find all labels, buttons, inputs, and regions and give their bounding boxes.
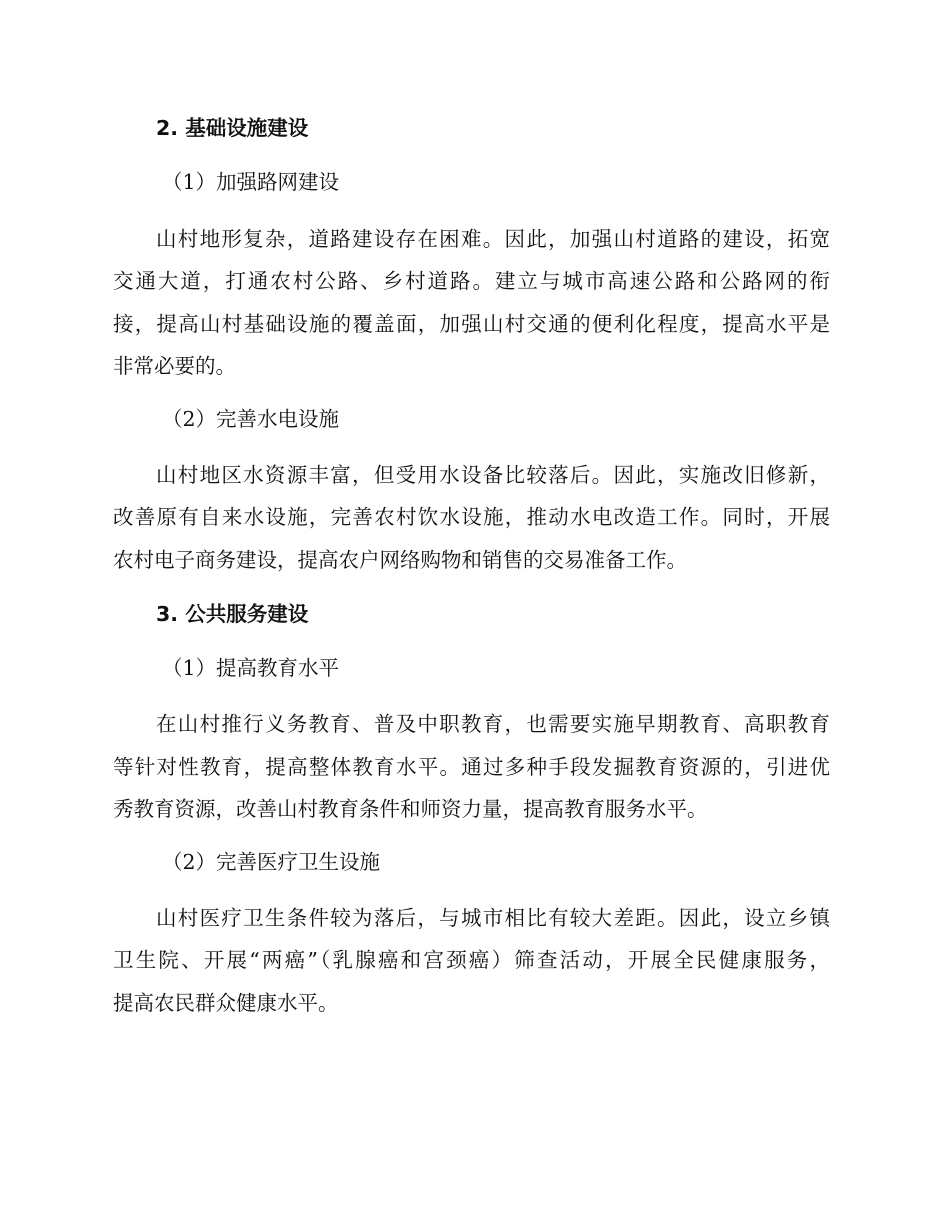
paragraph-line: 等针对性教育，提高整体教育水平。通过多种手段发掘教育资源的，引进优 bbox=[113, 755, 830, 779]
paragraph-line: 山村地形复杂，道路建设存在困难。因此，加强山村道路的建设，拓宽 bbox=[156, 227, 830, 251]
paragraph-line: 非常必要的。 bbox=[113, 354, 236, 378]
subheading-2-2: （2）完善水电设施 bbox=[162, 407, 340, 431]
subheading-2-1: （1）加强路网建设 bbox=[162, 170, 340, 194]
paragraph-line: 山村地区水资源丰富，但受用水设备比较落后。因此，实施改旧修新， bbox=[156, 463, 830, 487]
paragraph-line: 改善原有自来水设施，完善农村饮水设施，推动水电改造工作。同时，开展 bbox=[113, 505, 830, 529]
subheading-3-2: （2）完善医疗卫生设施 bbox=[162, 850, 381, 874]
paragraph-line: 秀教育资源，改善山村教育条件和师资力量，提高教育服务水平。 bbox=[113, 797, 708, 821]
section-heading-3: 3. 公共服务建设 bbox=[156, 602, 309, 626]
paragraph-line: 山村医疗卫生条件较为落后，与城市相比有较大差距。因此，设立乡镇 bbox=[156, 906, 830, 930]
subheading-3-1: （1）提高教育水平 bbox=[162, 656, 340, 680]
paragraph-line: 卫生院、开展“两癌”（乳腺癌和宫颈癌）筛查活动，开展全民健康服务， bbox=[113, 948, 830, 972]
paragraph-line: 提高农民群众健康水平。 bbox=[113, 991, 339, 1015]
section-heading-2: 2. 基础设施建设 bbox=[156, 116, 309, 140]
paragraph-line: 接，提高山村基础设施的覆盖面，加强山村交通的便利化程度，提高水平是 bbox=[113, 312, 830, 336]
paragraph-line: 交通大道，打通农村公路、乡村道路。建立与城市高速公路和公路网的衔 bbox=[113, 269, 830, 293]
paragraph-line: 农村电子商务建设，提高农户网络购物和销售的交易准备工作。 bbox=[113, 548, 687, 572]
paragraph-line: 在山村推行义务教育、普及中职教育，也需要实施早期教育、高职教育 bbox=[156, 712, 830, 736]
